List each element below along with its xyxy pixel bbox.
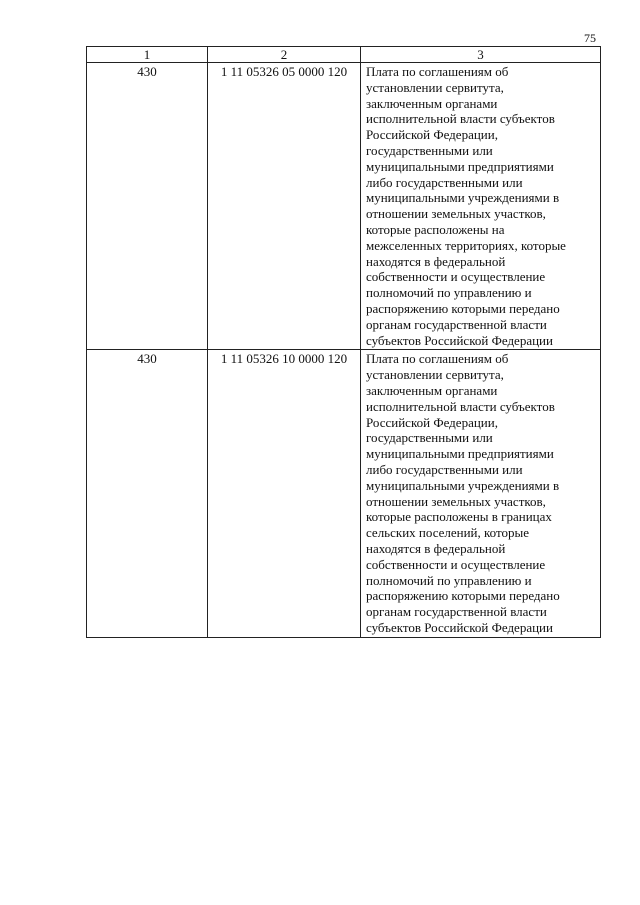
description-cell: [361, 63, 601, 350]
description-line: полномочий по управлению и: [366, 285, 532, 301]
description-line: находятся в федеральной: [366, 540, 506, 556]
admin-code-cell: 430: [87, 63, 208, 350]
kbk-code-cell: 1 11 05326 10 0000 120: [208, 350, 361, 637]
description-line: субъектов Российской Федерации: [366, 332, 553, 348]
column-header-3: 3: [361, 47, 601, 63]
description-line: межселенных территориях, которые: [366, 237, 566, 253]
description-line: находятся в федеральной: [366, 253, 506, 269]
page-number: 75: [584, 31, 596, 45]
table-row: [87, 63, 601, 350]
description-line: Плата по соглашениям об: [366, 351, 509, 367]
description-line: которые расположены в границах: [366, 509, 552, 525]
description-line: государственными или: [366, 430, 493, 446]
description-line: отношении земельных участков,: [366, 206, 546, 222]
description-line: установлении сервитута,: [366, 79, 504, 95]
description-line: распоряжению которыми передано: [366, 300, 560, 316]
description-line: либо государственными или: [366, 461, 523, 477]
description-line: органам государственной власти: [366, 316, 547, 332]
description-line: Российской Федерации,: [366, 414, 498, 430]
description-line: муниципальными предприятиями: [366, 446, 554, 462]
description-line: отношении земельных участков,: [366, 493, 546, 509]
description-line: Плата по соглашениям об: [366, 64, 509, 79]
kbk-code-cell: 1 11 05326 05 0000 120: [208, 63, 361, 350]
column-header-2: 2: [208, 47, 361, 63]
description-line: собственности и осуществление: [366, 269, 546, 285]
table-header-row: [87, 47, 601, 63]
description-line: органам государственной власти: [366, 604, 547, 620]
description-line: установлении сервитута,: [366, 367, 504, 383]
description-line: сельских поселений, которые: [366, 525, 530, 541]
description-line: заключенным органами: [366, 382, 498, 398]
description-line: собственности и осуществление: [366, 556, 546, 572]
description-line: либо государственными или: [366, 174, 523, 190]
description-line: полномочий по управлению и: [366, 572, 532, 588]
description-line: исполнительной власти субъектов: [366, 398, 555, 414]
admin-code-cell: 430: [87, 350, 208, 637]
description-line: субъектов Российской Федерации: [366, 619, 553, 635]
description-line: муниципальными учреждениями в: [366, 477, 560, 493]
description-cell: [361, 350, 601, 637]
description-line: распоряжению которыми передано: [366, 588, 560, 604]
description-line: муниципальными предприятиями: [366, 158, 554, 174]
description-line: муниципальными учреждениями в: [366, 190, 560, 206]
description-line: Российской Федерации,: [366, 127, 498, 143]
description-line: государственными или: [366, 142, 493, 158]
description-line: исполнительной власти субъектов: [366, 111, 555, 127]
table-row: [87, 350, 601, 637]
description-line: заключенным органами: [366, 95, 498, 111]
description-line: которые расположены на: [366, 221, 505, 237]
budget-codes-table: [86, 46, 601, 638]
column-header-1: 1: [87, 47, 208, 63]
